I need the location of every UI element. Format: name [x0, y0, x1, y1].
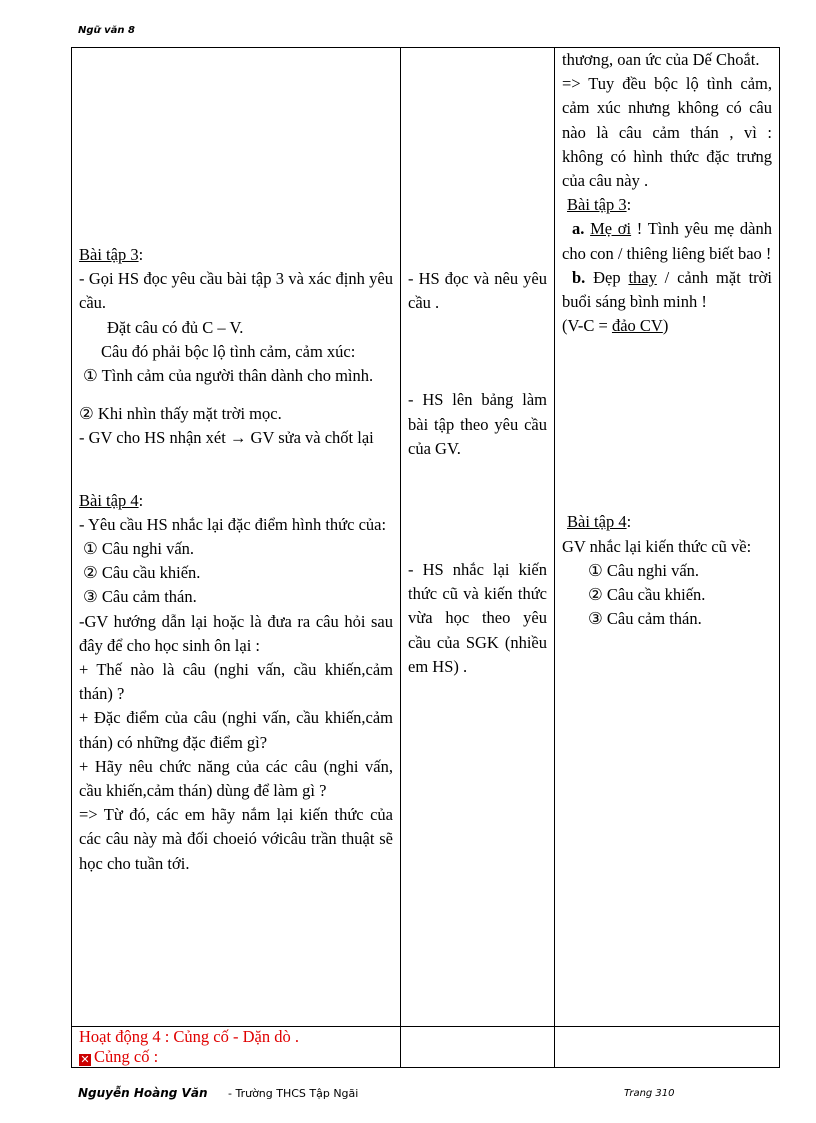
footer-school: - Trường THCS Tập Ngãi [228, 1087, 359, 1100]
content-bt4-line-4: ③ Câu cảm thán. [588, 609, 702, 629]
bt3-line-1: - Gọi HS đọc yêu cầu bài tập 3 và xác định yêu cầu. [79, 269, 393, 313]
student-bt3-board: - HS lên bảng làm bài tập theo yêu cầu của GV. [408, 390, 547, 458]
bt3-title: Bài tập 3 [79, 245, 139, 264]
content-bt3-b-rest: / cảnh mặt trời buổi sáng bình minh ! [562, 267, 772, 312]
content-bt3-note-post: ) [662, 316, 669, 336]
bt3-line-3: Câu đó phải bộc lộ tình cảm, cảm xúc: [101, 341, 356, 361]
content-bt3-note-underlined: đảo CV [611, 316, 663, 336]
content-bt3-b [562, 266, 772, 314]
student-bt3-answer: - HS đọc và nêu yêu cầu . [408, 269, 547, 313]
content-top-conclusion: => Tuy đều bộc lộ tình cảm, cảm xúc nhưng không có câu nào là câu cảm thán , vì : không có hình thức đặc trưng của câu này . [562, 74, 772, 191]
footer-page-number: Trang 310 [624, 1088, 675, 1099]
bt3-line-4: ① Tình cảm của người thân dành cho mình. [83, 366, 374, 386]
bt4-line-1: - Yêu cầu HS nhắc lại đặc điểm hình thức của: [79, 514, 387, 534]
bt4-line-6: + Thế nào là câu (nghi vấn, cầu khiến,cảm thán) ? [79, 660, 393, 704]
content-bt3-a-underlined: Mẹ ơi [590, 219, 632, 239]
content-bt3-a-rest: ! Tình yêu mẹ dành cho con / thiêng liêng biết bao ! [562, 219, 773, 263]
activity-4-content-cell [555, 1027, 780, 1068]
content-bt4-line-1: GV nhắc lại kiến thức cũ về: [562, 536, 752, 556]
bt3-line-2: Đặt câu có đủ C – V. [107, 317, 244, 337]
activity-4-cell [72, 1027, 401, 1068]
bt4-line-4: ③ Câu cảm thán. [83, 587, 197, 607]
bt4-title: Bài tập 4 [79, 490, 139, 510]
bt4-line-5: -GV hướng dẫn lại hoặc là đưa ra câu hỏi sau đây để cho học sinh ôn lại : [79, 611, 393, 655]
activity-4-title: Hoạt động 4 : Củng cố - Dặn dò . [79, 1027, 299, 1046]
footer-author: Nguyễn Hoàng Văn [78, 1086, 208, 1100]
bt3-line-5: ② Khi nhìn thấy mặt trời mọc. [79, 404, 282, 424]
x-box-icon: ✕ [80, 1053, 90, 1066]
activity-4-student-cell [401, 1027, 555, 1068]
bt4-line-2: ① Câu nghi vấn. [83, 539, 195, 559]
page-header-subject: Ngữ văn 8 [78, 25, 135, 36]
lesson-table [71, 47, 780, 1068]
content-bt4-title: Bài tập 4 [567, 512, 627, 532]
student-activity-cell [401, 48, 555, 1027]
bt3-colon: : [138, 245, 144, 264]
bt4-line-8: + Hãy nêu chức năng của các câu (nghi vấn, cầu khiến,cảm thán) dùng để làm gì ? [79, 756, 393, 801]
content-bt4-colon: : [626, 512, 632, 532]
content-bt3-b-underlined: thay [628, 267, 657, 287]
consolidation-line [79, 1047, 393, 1067]
bt4-colon: : [138, 490, 144, 510]
content-bt3-title: Bài tập 3 [567, 195, 627, 215]
content-cell [555, 48, 780, 1027]
content-bt4-line-2: ① Câu nghi vấn. [588, 560, 700, 580]
content-bt3-a [562, 217, 772, 265]
content-bt3-note-pre: (V-C = [562, 316, 612, 336]
student-bt4-answer: - HS nhắc lại kiến thức cũ và kiến thức vừa học theo yêu cầu của SGK (nhiều em HS) . [408, 560, 547, 676]
content-bt3-note [562, 314, 772, 338]
content-bt3-colon: : [626, 195, 632, 215]
bt4-line-7: + Đặc điểm của câu (nghi vấn, cầu khiến,cảm thán) có những đặc điểm gì? [79, 708, 393, 752]
bt4-line-9: => Từ đó, các em hãy nắm lại kiến thức của các câu này mà đối choeió vớicâu trần thuật sẽ học cho tuần tới. [79, 805, 393, 873]
content-bt4-line-3: ② Câu cầu khiến. [588, 585, 706, 605]
content-bt3-b-mid: Đẹp [585, 267, 629, 287]
bt4-line-3: ② Câu cầu khiến. [83, 563, 201, 583]
content-top-continuation: thương, oan ức của Dế Choắt. [562, 50, 760, 69]
content-bt3-b-prefix: b. [572, 267, 586, 287]
bt3-line-6: - GV cho HS nhận xét → GV sửa và chốt lại [79, 428, 374, 448]
teacher-activity-cell [72, 48, 401, 1027]
content-bt3-a-prefix: a. [572, 219, 585, 239]
consolidation-label: Củng cố : [94, 1047, 159, 1066]
